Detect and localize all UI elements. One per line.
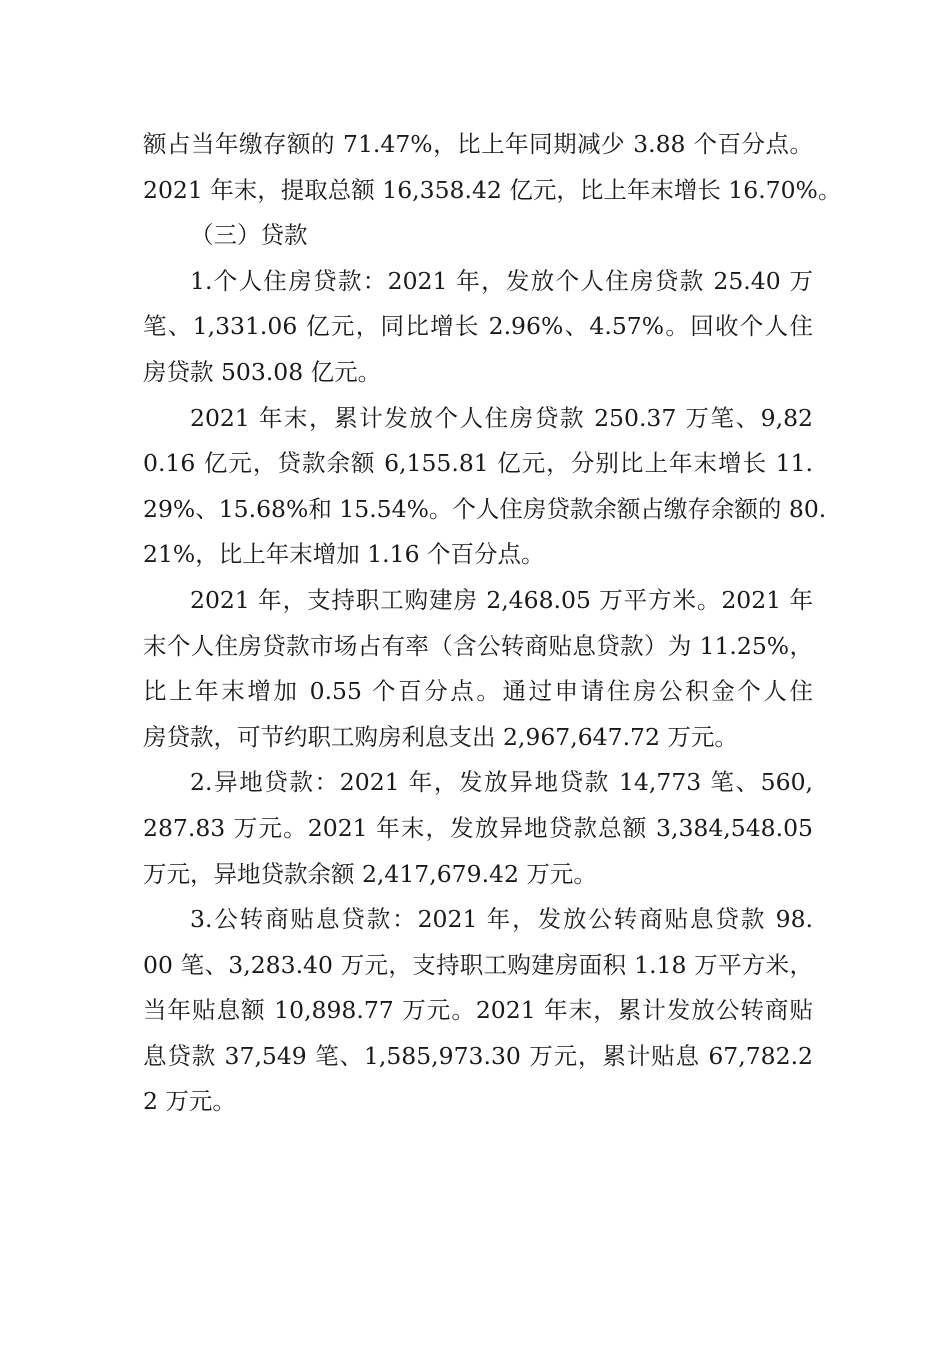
text-line: 比上年末增加 0.55 个百分点。通过申请住房公积金个人住 [143, 677, 813, 706]
text-line: 房贷款，可节约职工购房利息支出 2,967,647.72 万元。 [143, 722, 738, 751]
text-line: 29%、15.68%和 15.54%。个人住房贷款余额占缴存余额的 80. [143, 494, 827, 523]
text-line: 当年贴息额 10,898.77 万元。2021 年末，累计发放公转商贴 [143, 996, 813, 1025]
text-line: 2.异地贷款：2021 年，发放异地贷款 14,773 笔、560, [190, 768, 813, 797]
text-line: 息贷款 37,549 笔、1,585,973.30 万元，累计贴息 67,782.2 [143, 1041, 813, 1070]
text-line: 末个人住房贷款市场占有率（含公转商贴息贷款）为 11.25%， [143, 631, 813, 660]
text-line: 21%，比上年末增加 1.16 个百分点。 [143, 540, 545, 569]
text-line: 2021 年末，提取总额 16,358.42 亿元，比上年末增长 16.70%。 [143, 175, 842, 204]
text-line: 额占当年缴存额的 71.47%，比上年同期减少 3.88 个百分点。 [143, 130, 813, 158]
text-line: 1.个人住房贷款：2021 年，发放个人住房贷款 25.40 万 [190, 266, 813, 295]
text-line: 287.83 万元。2021 年末，发放异地贷款总额 3,384,548.05 [143, 813, 813, 842]
text-line: 3.公转商贴息贷款：2021 年，发放公转商贴息贷款 98. [190, 905, 813, 934]
section-heading: （三）贷款 [190, 221, 308, 250]
text-line: 笔、1,331.06 亿元，同比增长 2.96%、4.57%。回收个人住 [143, 312, 813, 341]
text-line: 0.16 亿元，贷款余额 6,155.81 亿元，分别比上年末增长 11. [143, 449, 813, 478]
text-line: 2021 年，支持职工购建房 2,468.05 万平方米。2021 年 [190, 585, 813, 614]
text-line: 2 万元。 [143, 1087, 236, 1116]
text-line: 00 笔、3,283.40 万元，支持职工购建房面积 1.18 万平方米， [143, 950, 813, 979]
text-line: 2021 年末，累计发放个人住房贷款 250.37 万笔、9,82 [190, 403, 813, 432]
text-line: 房贷款 503.08 亿元。 [143, 357, 382, 386]
text-line: 万元，异地贷款余额 2,417,679.42 万元。 [143, 859, 597, 888]
document-body [143, 122, 842, 1125]
